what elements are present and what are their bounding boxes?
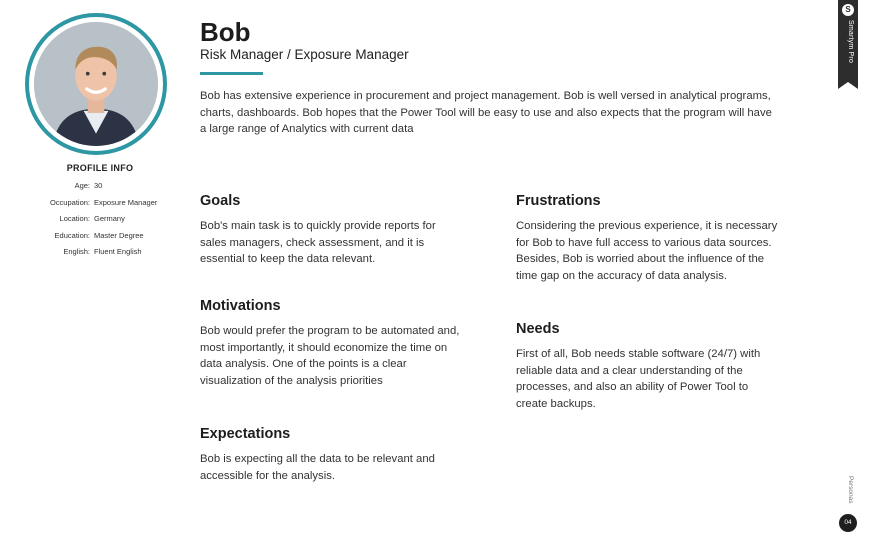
profile-info-label: Occupation: — [49, 197, 90, 207]
brand-logo-icon: S — [842, 4, 854, 16]
profile-info-label: Age: — [74, 181, 90, 190]
avatar — [25, 13, 167, 155]
profile-info-age — [20, 180, 180, 197]
expectations-heading: Expectations — [200, 426, 291, 442]
goals-text: Bob's main task is to quickly provide reports for sales managers, check assessment, and it is essential to keep the data relevant. — [200, 220, 436, 266]
profile-info-title: PROFILE INFO — [66, 163, 134, 173]
avatar-photo — [34, 22, 158, 146]
expectations-section — [200, 426, 462, 484]
page-number-badge: 04 — [839, 514, 857, 532]
person-portrait-icon — [34, 22, 158, 146]
profile-info-english — [20, 246, 180, 263]
profile-info-value: Germany — [94, 214, 125, 223]
persona-name: Bob — [200, 17, 251, 47]
motivations-text: Bob would prefer the program to be automated and, most importantly, it should economize the time on data analysis. One of the points is a clear visualization of the analysis priorities — [200, 325, 460, 387]
profile-info-label: Location: — [59, 214, 90, 223]
profile-info-location — [20, 213, 180, 230]
profile-info-label: English: — [63, 247, 90, 256]
needs-section — [516, 321, 774, 412]
profile-info-education — [20, 230, 180, 247]
brand-name: Smartym Pro — [847, 20, 854, 64]
frustrations-text: Considering the previous experience, it is necessary for Bob to have full access to various data sources. Besides, Bob is worried about the influence of the time gap on the accuracy of data analysis. — [516, 220, 778, 282]
frustrations-heading: Frustrations — [516, 193, 601, 209]
frustrations-section — [516, 193, 778, 284]
persona-intro: Bob has extensive experience in procurement and project management. Bob is well versed in analytical programs, charts, dashboards. Bob hopes that the Power Tool will be easy to use and also expects that the program will have a large range of Analytics with current data — [200, 90, 772, 135]
title-underline — [200, 72, 263, 75]
needs-text: First of all, Bob needs stable software (24/7) with reliable data and a clear understanding of the processes, and also an ability of Power Tool to create backups. — [516, 348, 761, 410]
persona-role: Risk Manager / Exposure Manager — [200, 47, 409, 62]
brand-bookmark — [838, 0, 858, 82]
profile-info-label: Education: — [54, 230, 90, 240]
profile-info-value: Master Degree — [94, 230, 144, 240]
section-label: Personas — [847, 476, 854, 504]
expectations-text: Bob is expecting all the data to be relevant and accessible for the analysis. — [200, 453, 435, 482]
profile-info-list — [20, 180, 180, 263]
profile-info-value: 30 — [94, 181, 103, 190]
profile-info-occupation — [20, 197, 180, 214]
needs-heading: Needs — [516, 321, 560, 337]
goals-section — [200, 193, 462, 268]
motivations-section — [200, 298, 462, 389]
goals-heading: Goals — [200, 193, 241, 209]
profile-info-value: Fluent English — [94, 247, 142, 256]
profile-info-value: Exposure Manager — [94, 197, 158, 207]
motivations-heading: Motivations — [200, 298, 281, 314]
